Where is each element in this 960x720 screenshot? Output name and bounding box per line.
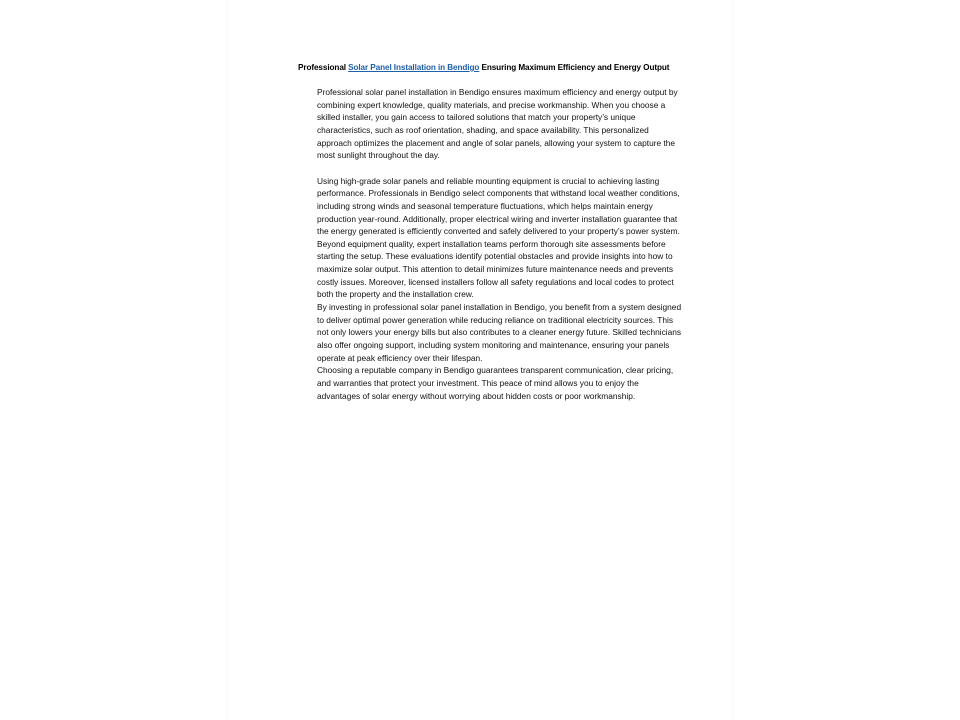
title-prefix: Professional <box>298 63 349 72</box>
document-page <box>228 0 732 720</box>
document-body <box>317 86 683 402</box>
title-suffix: Ensuring Maximum Efficiency and Energy Output <box>479 63 670 72</box>
paragraph-4: By investing in professional solar panel installation in Bendigo, you benefit from a system designed to deliver optimal power generation while reducing reliance on traditional electricity sources. This not only lowers your energy bills but also contributes to a cleaner energy future. Skilled technicians also offer ongoing support, including system monitoring and maintenance, ensuring your panels operate at peak efficiency over their lifespan. <box>317 302 682 363</box>
paragraph-5: Choosing a reputable company in Bendigo guarantees transparent communication, clear pricing, and warranties that protect your investment. This peace of mind allows you to enjoy the advantages of solar energy without worrying about hidden costs or poor workmanship. <box>317 365 674 401</box>
paragraph-2: Using high-grade solar panels and reliable mounting equipment is crucial to achieving lasting performance. Professionals in Bendigo select components that withstand local weather conditions, including strong winds and seasonal temperature fluctuations, which helps maintain energy production year-round. Additionally, proper electrical wiring and inverter installation guarantee that the energy generated is efficiently converted and safely delivered to your property’s power system. <box>317 175 680 237</box>
document-title <box>298 62 698 74</box>
title-link[interactable]: Solar Panel Installation in Bendigo <box>348 63 480 72</box>
paragraph-1: Professional solar panel installation in Bendigo ensures maximum efficiency and energy output by combining expert knowledge, quality materials, and precise workmanship. When you choose a skilled installer, you gain access to tailored solutions that match your property’s unique characteristics, such as roof orientation, shading, and space availability. This personalized approach optimizes the placement and angle of solar panels, allowing your system to capture the most sunlight throughout the day. <box>317 87 678 161</box>
paragraph-3: Beyond equipment quality, expert installation teams perform thorough site assessments before starting the setup. These evaluations identify potential obstacles and provide insights into how to maximize solar output. This attention to detail minimizes future maintenance needs and prevents costly issues. Moreover, licensed installers follow all safety regulations and local codes to protect both the property and the installation crew. <box>317 238 674 300</box>
